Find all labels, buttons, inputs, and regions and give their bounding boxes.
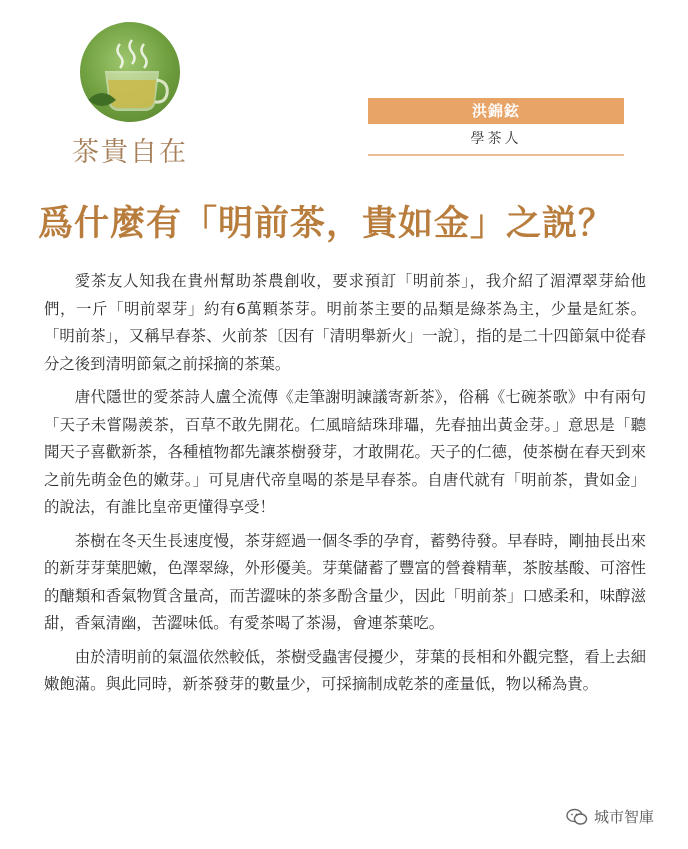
- author-role: 學茶人: [470, 131, 522, 147]
- article-headline: 爲什麼有「明前茶，貴如金」之説？: [38, 203, 615, 244]
- source-watermark: [566, 806, 654, 827]
- paragraph: 愛茶友人知我在貴州幫助茶農創收，要求預訂「明前茶」，我介紹了湄潭翠芽給他們，一斤「明前翠芽」約有6萬顆茶芽。明前茶主要的品類是綠茶為主，少量是紅茶。「明前茶」，又稱早春茶、火前茶〔因有「清明舉新火」一說〕，指的是二十四節氣中從春分之後到清明節氣之前採摘的茶葉。: [44, 272, 646, 373]
- wechat-icon: [566, 808, 588, 826]
- paragraph: 由於清明前的氣溫依然較低，茶樹受蟲害侵擾少，芽葉的長相和外觀完整，看上去細嫩飽滿。與此同時，新茶發芽的數量少，可採摘制成乾茶的產量低，物以稀為貴。: [44, 647, 646, 693]
- author-box: [368, 98, 624, 156]
- paragraph: 唐代隱世的愛茶詩人盧仝流傳《走筆謝明諫議寄新茶》，俗稱《七碗茶歌》中有兩句「天子未嘗陽羨茶，百草不敢先開花。仁風暗結珠琲瓃，先春抽出黃金芽。」意思是「聽聞天子喜歡新茶，各種植物都先讓茶樹發芽，才敢開花。天子的仁德，使茶樹在春天到來之前先萌金色的嫩芽。」可見唐代帝皇喝的茶是早春茶。自唐代就有「明前茶，貴如金」的說法，有誰比皇帝更懂得享受！: [44, 388, 646, 516]
- watermark-text: 城市智庫: [593, 808, 654, 826]
- author-divider: [368, 154, 624, 156]
- column-logo: [68, 22, 192, 169]
- paragraph: 茶樹在冬天生長速度慢，茶芽經過一個冬季的孕育，蓄勢待發。早春時，剛抽長出來的新芽芽葉肥嫩，色澤翠綠，外形優美。芽葉儲蓄了豐富的營養精華，茶胺基酸、可溶性的醣類和香氣物質含量高，而苦澀味的茶多酚含量少，因此「明前茶」口感柔和，味醇滋甜，香氣清幽，苦澀味低。有愛茶喝了茶湯，會連茶葉吃。: [44, 531, 646, 632]
- author-name: 洪錦鉉: [368, 98, 624, 124]
- tea-cup-icon: [80, 22, 180, 122]
- article-body: [44, 268, 646, 705]
- column-name: 茶貴自在: [72, 137, 188, 168]
